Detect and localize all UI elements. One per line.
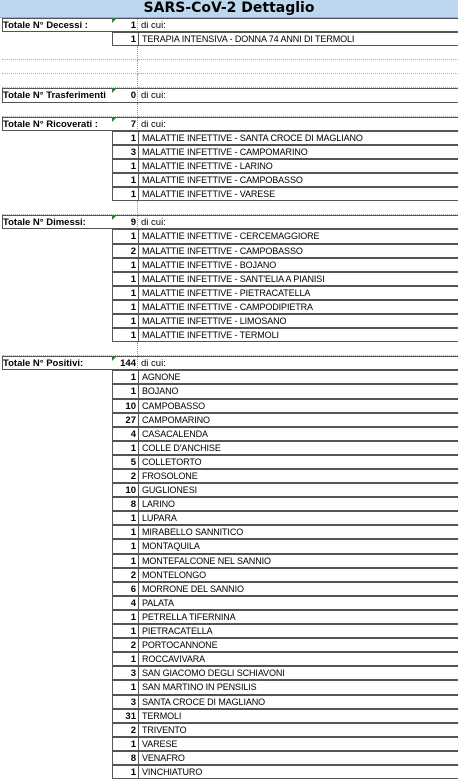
- item-count[interactable]: 6: [112, 582, 138, 596]
- item-description[interactable]: MONTEFALCONE NEL SANNIO: [138, 554, 458, 568]
- section-label[interactable]: Totale N° Positivi:: [2, 356, 138, 370]
- table-row: [0, 441, 458, 455]
- item-description[interactable]: MALATTIE INFETTIVE - CAMPOBASSO: [138, 173, 458, 187]
- item-count[interactable]: 3: [112, 666, 138, 680]
- item-description[interactable]: MORRONE DEL SANNIO: [138, 582, 458, 596]
- item-count[interactable]: 1: [112, 624, 138, 638]
- item-count[interactable]: 1: [112, 511, 138, 525]
- table-row: [0, 680, 458, 694]
- table-row: [0, 709, 458, 723]
- item-description[interactable]: FROSOLONE: [138, 469, 458, 483]
- empty-row: [0, 60, 458, 74]
- item-description[interactable]: MIRABELLO SANNITICO: [138, 525, 458, 539]
- item-count[interactable]: 8: [112, 751, 138, 765]
- cell-comment-marker-icon: [112, 215, 117, 220]
- item-description[interactable]: PORTOCANNONE: [138, 638, 458, 652]
- table-row: [0, 554, 458, 568]
- empty-cell[interactable]: [138, 201, 458, 215]
- item-count[interactable]: 1: [112, 765, 138, 779]
- item-count[interactable]: 2: [112, 723, 138, 737]
- table-row: [0, 737, 458, 751]
- item-description[interactable]: MONTAQUILA: [138, 539, 458, 553]
- empty-cell[interactable]: [138, 60, 458, 74]
- item-description[interactable]: MALATTIE INFETTIVE - PIETRACATELLA: [138, 286, 458, 300]
- table-row: [0, 497, 458, 511]
- item-count[interactable]: 8: [112, 497, 138, 511]
- item-description[interactable]: VARESE: [138, 737, 458, 751]
- section-header-row: [0, 117, 458, 131]
- item-description[interactable]: SANTA CROCE DI MAGLIANO: [138, 695, 458, 709]
- table-row: [0, 370, 458, 384]
- table-row: [0, 582, 458, 596]
- table-row: [0, 173, 458, 187]
- item-description[interactable]: AGNONE: [138, 370, 458, 384]
- section-label[interactable]: Totale N° Dimessi:: [2, 215, 138, 229]
- item-description[interactable]: MALATTIE INFETTIVE - SANTA CROCE DI MAGLIANO: [138, 131, 458, 145]
- table-row: [0, 483, 458, 497]
- table-row: [0, 32, 458, 46]
- item-description[interactable]: MALATTIE INFETTIVE - CERCEMAGGIORE: [138, 229, 458, 243]
- item-count[interactable]: 1: [112, 554, 138, 568]
- item-description[interactable]: MALATTIE INFETTIVE - LARINO: [138, 159, 458, 173]
- table-row: [0, 568, 458, 582]
- table-row: [0, 427, 458, 441]
- table-row: [0, 511, 458, 525]
- empty-cell[interactable]: [2, 46, 138, 60]
- item-count[interactable]: 2: [112, 638, 138, 652]
- section-label[interactable]: Totale N° Decessi :: [2, 18, 138, 32]
- item-count[interactable]: 1: [112, 441, 138, 455]
- empty-row: [0, 74, 458, 88]
- section-total[interactable]: 9: [112, 215, 138, 229]
- item-description[interactable]: SAN MARTINO IN PENSILIS: [138, 680, 458, 694]
- item-count[interactable]: 1: [112, 272, 138, 286]
- table-row: [0, 455, 458, 469]
- item-description[interactable]: MALATTIE INFETTIVE - CAMPODIPIETRA: [138, 300, 458, 314]
- item-count[interactable]: 27: [112, 413, 138, 427]
- item-description[interactable]: MALATTIE INFETTIVE - CAMPOBASSO: [138, 244, 458, 258]
- section-note[interactable]: di cui:: [138, 88, 458, 102]
- item-count[interactable]: 2: [112, 244, 138, 258]
- table-row: [0, 314, 458, 328]
- section-label[interactable]: Totale N° Ricoverati :: [2, 117, 138, 131]
- item-description[interactable]: MALATTIE INFETTIVE - LIMOSANO: [138, 314, 458, 328]
- item-count[interactable]: 1: [112, 32, 138, 46]
- table-row: [0, 596, 458, 610]
- item-description[interactable]: MALATTIE INFETTIVE - VARESE: [138, 187, 458, 201]
- item-description[interactable]: PALATA: [138, 596, 458, 610]
- empty-row: [0, 342, 458, 356]
- table-row: [0, 652, 458, 666]
- cell-comment-marker-icon: [112, 88, 117, 93]
- item-count[interactable]: 1: [112, 131, 138, 145]
- item-count[interactable]: 1: [112, 258, 138, 272]
- item-count[interactable]: 31: [112, 709, 138, 723]
- empty-cell[interactable]: [2, 103, 138, 117]
- section-note[interactable]: di cui:: [138, 356, 458, 370]
- section-header-row: [0, 215, 458, 229]
- section-total[interactable]: 1: [112, 18, 138, 32]
- table-row: [0, 272, 458, 286]
- empty-cell[interactable]: [2, 60, 138, 74]
- item-count[interactable]: 1: [112, 286, 138, 300]
- item-description[interactable]: SAN GIACOMO DEGLI SCHIAVONI: [138, 666, 458, 680]
- item-description[interactable]: TERMOLI: [138, 709, 458, 723]
- empty-cell[interactable]: [138, 103, 458, 117]
- section-header-row: [0, 18, 458, 32]
- sheet-title: SARS-CoV-2 Dettaglio: [0, 0, 458, 18]
- item-count[interactable]: 5: [112, 455, 138, 469]
- item-description[interactable]: MALATTIE INFETTIVE - BOJANO: [138, 258, 458, 272]
- empty-cell[interactable]: [138, 74, 458, 88]
- item-description[interactable]: MALATTIE INFETTIVE - CAMPOMARINO: [138, 145, 458, 159]
- item-description[interactable]: PIETRACATELLA: [138, 624, 458, 638]
- item-description[interactable]: VINCHIATURO: [138, 765, 458, 779]
- section-total[interactable]: 144: [112, 356, 138, 370]
- empty-cell[interactable]: [2, 74, 138, 88]
- section-note[interactable]: di cui:: [138, 117, 458, 131]
- item-count[interactable]: 1: [112, 737, 138, 751]
- item-description[interactable]: VENAFRO: [138, 751, 458, 765]
- section-header-row: [0, 356, 458, 370]
- item-count[interactable]: 1: [112, 384, 138, 398]
- table-row: [0, 765, 458, 779]
- item-description[interactable]: CAMPOBASSO: [138, 399, 458, 413]
- item-description[interactable]: TERAPIA INTENSIVA - DONNA 74 ANNI DI TERMOLI: [138, 32, 458, 46]
- section-note[interactable]: di cui:: [138, 18, 458, 32]
- table-row: [0, 610, 458, 624]
- empty-row: [0, 201, 458, 215]
- table-row: [0, 638, 458, 652]
- table-row: [0, 413, 458, 427]
- table-row: [0, 399, 458, 413]
- item-count[interactable]: 4: [112, 596, 138, 610]
- table-row: [0, 145, 458, 159]
- empty-cell[interactable]: [2, 342, 138, 356]
- section-total[interactable]: 0: [112, 88, 138, 102]
- item-description[interactable]: COLLETORTO: [138, 455, 458, 469]
- table-row: [0, 469, 458, 483]
- spreadsheet-grid: [0, 18, 458, 779]
- item-count[interactable]: 1: [112, 680, 138, 694]
- table-row: [0, 131, 458, 145]
- item-count[interactable]: 1: [112, 328, 138, 342]
- item-description[interactable]: GUGLIONESI: [138, 483, 458, 497]
- item-description[interactable]: COLLE D'ANCHISE: [138, 441, 458, 455]
- table-row: [0, 159, 458, 173]
- item-count[interactable]: 10: [112, 483, 138, 497]
- table-row: [0, 539, 458, 553]
- table-row: [0, 525, 458, 539]
- item-description[interactable]: ROCCAVIVARA: [138, 652, 458, 666]
- item-count[interactable]: 1: [112, 159, 138, 173]
- item-count[interactable]: 10: [112, 399, 138, 413]
- empty-cell[interactable]: [138, 46, 458, 60]
- empty-cell[interactable]: [2, 201, 138, 215]
- item-count[interactable]: 3: [112, 695, 138, 709]
- item-description[interactable]: LUPARA: [138, 511, 458, 525]
- item-count[interactable]: 1: [112, 173, 138, 187]
- item-count[interactable]: 1: [112, 652, 138, 666]
- item-description[interactable]: MALATTIE INFETTIVE - SANT'ELIA A PIANISI: [138, 272, 458, 286]
- table-row: [0, 286, 458, 300]
- table-row: [0, 624, 458, 638]
- item-description[interactable]: PETRELLA TIFERNINA: [138, 610, 458, 624]
- item-count[interactable]: 3: [112, 145, 138, 159]
- table-row: [0, 244, 458, 258]
- section-label[interactable]: Totale N° Trasferimenti: [2, 88, 138, 102]
- cell-comment-marker-icon: [112, 117, 117, 122]
- table-row: [0, 723, 458, 737]
- item-description[interactable]: MONTELONGO: [138, 568, 458, 582]
- item-count[interactable]: 1: [112, 370, 138, 384]
- item-count[interactable]: 1: [112, 539, 138, 553]
- item-count[interactable]: 1: [112, 229, 138, 243]
- table-row: [0, 187, 458, 201]
- table-row: [0, 328, 458, 342]
- item-description[interactable]: CAMPOMARINO: [138, 413, 458, 427]
- table-row: [0, 300, 458, 314]
- item-count[interactable]: 1: [112, 300, 138, 314]
- empty-row: [0, 103, 458, 117]
- item-description[interactable]: MALATTIE INFETTIVE - TERMOLI: [138, 328, 458, 342]
- item-count[interactable]: 1: [112, 610, 138, 624]
- empty-row: [0, 46, 458, 60]
- table-row: [0, 258, 458, 272]
- item-count[interactable]: 1: [112, 314, 138, 328]
- item-count[interactable]: 2: [112, 469, 138, 483]
- section-header-row: [0, 88, 458, 102]
- table-row: [0, 229, 458, 243]
- table-row: [0, 666, 458, 680]
- section-note[interactable]: di cui:: [138, 215, 458, 229]
- cell-comment-marker-icon: [112, 18, 117, 23]
- item-description[interactable]: CASACALENDA: [138, 427, 458, 441]
- table-row: [0, 384, 458, 398]
- item-count[interactable]: 1: [112, 525, 138, 539]
- table-row: [0, 695, 458, 709]
- item-description[interactable]: TRIVENTO: [138, 723, 458, 737]
- item-count[interactable]: 2: [112, 568, 138, 582]
- item-description[interactable]: BOJANO: [138, 384, 458, 398]
- cell-comment-marker-icon: [112, 356, 117, 361]
- section-total[interactable]: 7: [112, 117, 138, 131]
- item-description[interactable]: LARINO: [138, 497, 458, 511]
- item-count[interactable]: 4: [112, 427, 138, 441]
- item-count[interactable]: 1: [112, 187, 138, 201]
- empty-cell[interactable]: [138, 342, 458, 356]
